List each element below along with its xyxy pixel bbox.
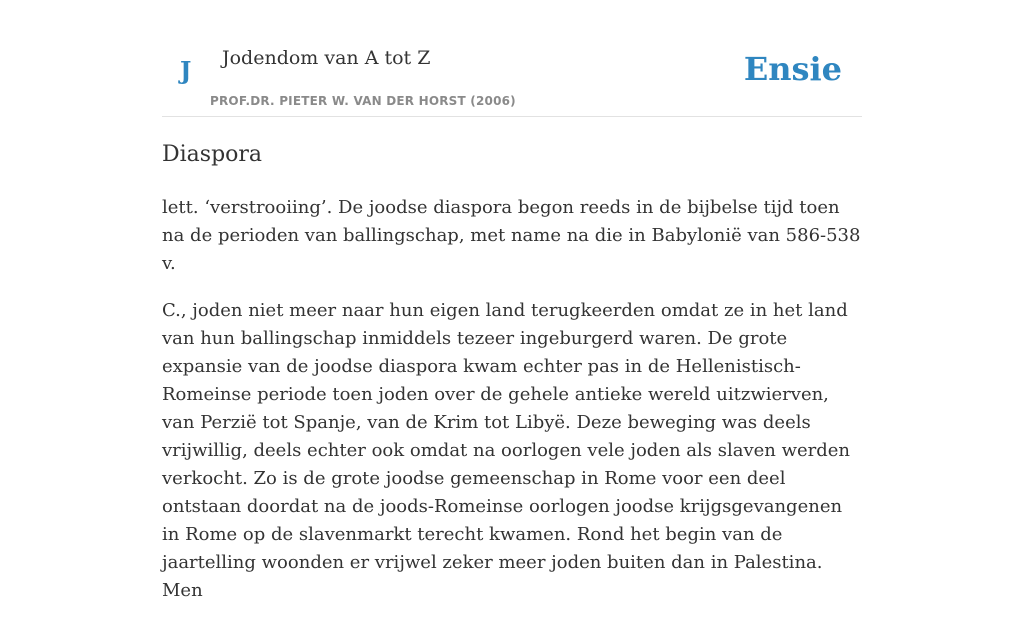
book-letter: J (180, 56, 192, 85)
book-title-link[interactable]: Jodendom van A tot Z (222, 47, 431, 69)
book-author: PROF.DR. PIETER W. VAN DER HORST (2006) (210, 94, 516, 108)
article-paragraph: C., joden niet meer naar hun eigen land terugkeerden omdat ze in het land van hun ballingschap inmiddels tezeer ingeburgerd waren. De grote expansie van de joodse diaspora kwam echter pas in de Hellenistisch-Romeinse periode toen joden over de gehele antieke wereld uitzwierven, van Perzië tot Spanje, van de Krim tot Libyë. Deze beweging was deels vrijwillig, deels echter ook omdat na oorlogen vele joden als slaven werden verkocht. Zo is de grote joodse gemeenschap in Rome voor een deel ontstaan doordat na de joods-Romeinse oorlogen joodse krijgsgevangenen in Rome op de slavenmarkt terecht kwamen. Rond het begin van de jaartelling woonden er vrijwel zeker meer joden buiten dan in Palestina. Men (162, 300, 851, 601)
article-paragraph: lett. ‘verstrooiing’. De joodse diaspora begon reeds in de bijbelse tijd toen na de perioden van ballingschap, met name na die in Babyloniё van 586-538 v. (162, 197, 861, 274)
book-header (162, 0, 862, 117)
article-title: Diaspora (162, 142, 263, 167)
article (162, 138, 862, 624)
ensie-logo[interactable]: Ensie (743, 50, 842, 88)
